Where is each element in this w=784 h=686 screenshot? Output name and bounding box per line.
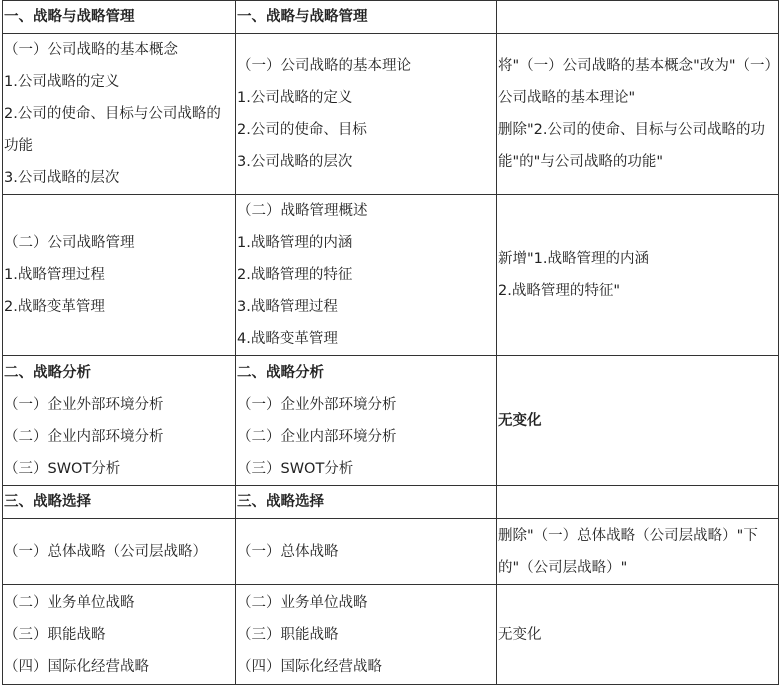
syllabus-item: 1.战略管理的内涵: [237, 235, 353, 251]
table-row: [3, 356, 779, 486]
change-note: 无变化: [498, 626, 542, 643]
syllabus-item: 1.公司战略的定义: [237, 90, 353, 106]
change-note: 删除"2.公司的使命、目标与公司战略的功能"的"与公司战略的功能": [498, 122, 766, 170]
change-note: 无变化: [498, 412, 542, 429]
old-syllabus-cell: [3, 585, 236, 685]
new-syllabus-cell: [236, 486, 497, 519]
syllabus-item: （一）企业外部环境分析: [4, 396, 164, 413]
syllabus-item: （三）职能战略: [4, 626, 106, 643]
syllabus-item: （四）国际化经营战略: [4, 658, 149, 675]
old-syllabus-cell: [3, 486, 236, 519]
new-syllabus-cell: [236, 585, 497, 685]
change-note-cell: [497, 585, 779, 685]
change-note: 2.战略管理的特征": [498, 283, 621, 299]
syllabus-item: （三）SWOT分析: [237, 460, 354, 477]
syllabus-comparison-table: [2, 0, 779, 685]
change-note: 删除"（一）总体战略（公司层战略）"下的"（公司层战略）": [498, 527, 758, 576]
old-syllabus-cell: [3, 34, 236, 195]
syllabus-item: 1.公司战略的定义: [4, 74, 120, 90]
syllabus-item: （四）国际化经营战略: [237, 658, 382, 675]
syllabus-item: （二）业务单位战略: [4, 594, 135, 611]
table-row: [3, 1, 779, 34]
syllabus-item: 2.战略管理的特征: [237, 267, 353, 283]
new-syllabus-cell: [236, 195, 497, 356]
change-note-cell: [497, 356, 779, 486]
new-syllabus-cell: [236, 1, 497, 34]
syllabus-item: （二）企业内部环境分析: [237, 428, 397, 445]
table-row: [3, 585, 779, 685]
change-note-cell: [497, 195, 779, 356]
syllabus-item: （一）公司战略的基本理论: [237, 58, 411, 74]
section-heading: 一、战略与战略管理: [4, 9, 135, 25]
syllabus-item: （二）业务单位战略: [237, 594, 368, 611]
section-heading: 三、战略选择: [4, 494, 91, 510]
old-syllabus-cell: [3, 356, 236, 486]
change-note-cell: [497, 519, 779, 585]
syllabus-item: （一）总体战略（公司层战略）: [4, 543, 207, 560]
syllabus-item: （一）总体战略: [237, 543, 339, 560]
table-row: [3, 486, 779, 519]
syllabus-item: 2.公司的使命、目标: [237, 122, 367, 138]
change-note: 将"（一）公司战略的基本概念"改为"（一）公司战略的基本理论": [498, 58, 772, 106]
table-row: [3, 195, 779, 356]
old-syllabus-cell: [3, 195, 236, 356]
change-note-cell: [497, 486, 779, 519]
change-note: 新增"1.战略管理的内涵: [498, 251, 650, 267]
change-note-cell: [497, 1, 779, 34]
syllabus-item: 4.战略变革管理: [237, 331, 338, 347]
old-syllabus-cell: [3, 519, 236, 585]
section-heading: 二、战略分析: [4, 364, 91, 381]
section-heading: 二、战略分析: [237, 364, 324, 381]
section-heading: 三、战略选择: [237, 494, 324, 510]
section-heading: 一、战略与战略管理: [237, 9, 368, 25]
syllabus-item: （三）SWOT分析: [4, 460, 121, 477]
syllabus-item: （一）企业外部环境分析: [237, 396, 397, 413]
table-row: [3, 519, 779, 585]
new-syllabus-cell: [236, 34, 497, 195]
new-syllabus-cell: [236, 356, 497, 486]
new-syllabus-cell: [236, 519, 497, 585]
syllabus-item: （一）公司战略的基本概念: [4, 42, 178, 58]
syllabus-item: （三）职能战略: [237, 626, 339, 643]
table-row: [3, 34, 779, 195]
syllabus-item: 3.公司战略的层次: [237, 154, 353, 170]
syllabus-item: （二）公司战略管理: [4, 235, 135, 251]
syllabus-item: 1.战略管理过程: [4, 267, 105, 283]
change-note-cell: [497, 34, 779, 195]
syllabus-item: 2.公司的使命、目标与公司战略的功能: [4, 106, 221, 154]
old-syllabus-cell: [3, 1, 236, 34]
syllabus-item: 3.战略管理过程: [237, 299, 338, 315]
syllabus-item: （二）战略管理概述: [237, 203, 368, 219]
syllabus-item: 3.公司战略的层次: [4, 170, 120, 186]
syllabus-item: （二）企业内部环境分析: [4, 428, 164, 445]
syllabus-item: 2.战略变革管理: [4, 299, 105, 315]
